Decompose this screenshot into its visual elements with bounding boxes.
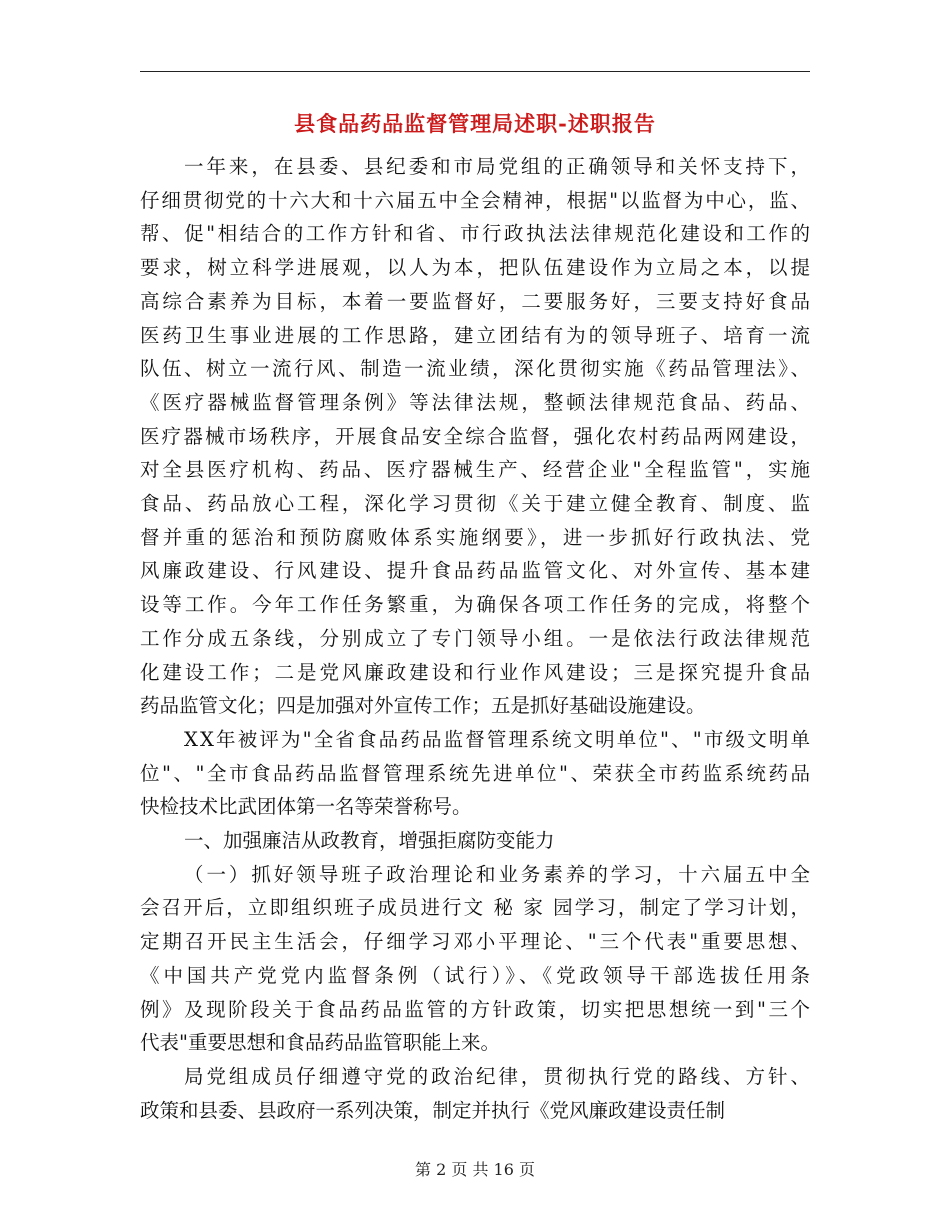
page-number: 第 2 页 共 16 页: [415, 1160, 535, 1179]
header-rule: [140, 71, 810, 72]
body-line: 食品、药品放心工程，深化学习贯彻《关于建立健全教育、制度、监: [140, 492, 813, 515]
body-line: 高综合素养为目标，本着一要监督好，二要服务好，三要支持好食品: [140, 289, 813, 313]
body-line: 《中国共产党党内监督条例（试行）》、《党政领导干部选拔任用条: [140, 963, 814, 987]
body-line: 医药卫生事业进展的工作思路，建立团结有为的领导班子、培育一流: [140, 323, 813, 347]
body-line: 政策和县委、县政府一系列决策，制定并执行《党风廉政建设责任制: [140, 1098, 726, 1122]
body-line: 一年来，在县委、县纪委和市局党组的正确领导和关怀支持下，: [184, 155, 813, 178]
body-line: 风廉政建设、行风建设、提升食品药品监管文化、对外宣传、基本建: [140, 559, 813, 583]
body-line: 位"、"全市食品药品监督管理系统先进单位"、荣获全市药监系统药品: [140, 761, 813, 785]
body-line: 例》及现阶段关于食品药品监管的方针政策，切实把思想统一到"三个: [140, 997, 813, 1021]
body-line: 代表"重要思想和食品药品监管职能上来。: [140, 1031, 500, 1055]
body-line: 要求，树立科学进展观，以人为本，把队伍建设作为立局之本，以提: [140, 256, 813, 280]
body-line: 队伍、树立一流行风、制造一流业绩，深化贯彻实施《药品管理法》、: [140, 357, 813, 381]
body-line: 快检技术比武团体第一名等荣誉称号。: [140, 795, 472, 819]
body-line: 督并重的惩治和预防腐败体系实施纲要》，进一步抓好行政执法、党: [140, 525, 814, 549]
body-line: 医疗器械市场秩序，开展食品安全综合监督，强化农村药品两网建设，: [140, 424, 813, 448]
body-line: XX年被评为"全省食品药品监督管理系统文明单位"、"市级文明单: [184, 727, 813, 751]
body-line: 局党组成员仔细遵守党的政治纪律，贯彻执行党的路线、方针、: [184, 1064, 813, 1088]
document-title: 县食品药品监督管理局述职-述职报告: [294, 111, 656, 136]
body-line: （一）抓好领导班子政治理论和业务素养的学习，十六届五中全: [184, 862, 813, 886]
body-line: 《医疗器械监督管理条例》等法律法规，整顿法律规范食品、药品、: [140, 390, 813, 414]
body-line: 一、加强廉洁从政教育，增强拒腐防变能力: [184, 829, 555, 852]
body-line: 仔细贯彻党的十六大和十六届五中全会精神，根据"以监督为中心，监、: [140, 188, 812, 212]
body-line: 定期召开民主生活会，仔细学习邓小平理论、"三个代表"重要思想、: [140, 930, 813, 954]
body-line: 对全县医疗机构、药品、医疗器械生产、经营企业"全程监管"，实施: [140, 458, 813, 482]
body-line: 药品监管文化；四是加强对外宣传工作；五是抓好基础设施建设。: [140, 694, 706, 718]
body-line: 帮、促"相结合的工作方针和省、市行政执法法律规范化建设和工作的: [140, 222, 813, 246]
body-line: 设等工作。今年工作任务繁重，为确保各项工作任务的完成，将整个: [140, 593, 813, 617]
body-line: 会召开后，立即组织班子成员进行文 秘 家 园学习，制定了学习计划，: [140, 896, 813, 920]
body-line: 工作分成五条线，分别成立了专门领导小组。一是依法行政法律规范: [140, 626, 813, 650]
body-line: 化建设工作；二是党风廉政建设和行业作风建设；三是探究提升食品: [140, 660, 813, 684]
